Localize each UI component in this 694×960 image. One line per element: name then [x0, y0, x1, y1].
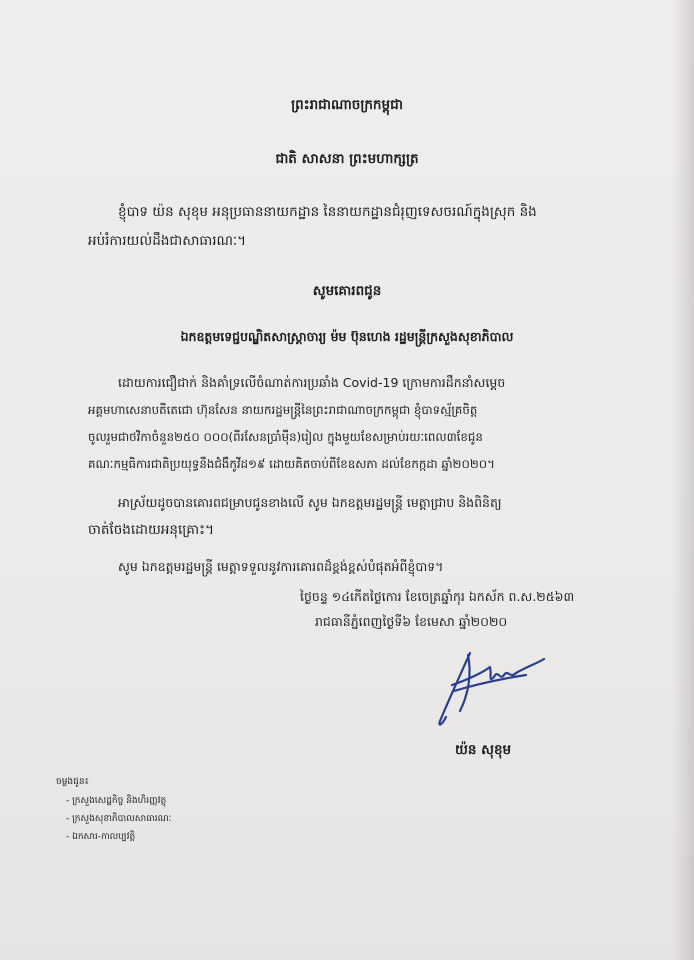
intro-line-1: ខ្ញុំបាទ យ៉ន សុខុម អនុប្រធាននាយកដ្ឋាន នៃនាយកដ្ឋានជំរុញទេសចរណ៍ក្នុងស្រុក និង — [118, 204, 537, 220]
cc-title: ចម្លងជូន៖ — [56, 777, 89, 787]
body-line-4: គណៈកម្មធិការជាតិប្រយុទ្ធនឹងជំងឺកូវីដ១៩ ដោយគិតចាប់ពីខែឧសភា ដល់ខែកក្កដា ឆ្នាំ២០២០។ — [88, 457, 495, 471]
page-fold-shadow — [672, 0, 694, 960]
lunar-date: ថ្ងៃចន្ទ ១៤កើតថ្ងៃកោរ ខែចេត្រឆ្នាំកុរ ឯកស័ក ព.ស.២៥៦៣ — [300, 589, 575, 604]
place-and-date: រាជធានីភ្នំពេញថ្ងៃទី៦ ខែមេសា ឆ្នាំ២០២០ — [315, 614, 508, 629]
intro-line-2: អប់រំការយល់ដឹងជាសាធារណៈ។ — [88, 233, 247, 249]
body-line-2: អគ្គមហាសេនាបតីតេជោ ហ៊ុនសែន នាយករដ្ឋមន្ត្រីនៃព្រះរាជាណាចក្រកម្ពុជា ខ្ញុំបាទស្ម័គ្រចិត្ត — [88, 403, 478, 417]
handwritten-signature — [430, 645, 548, 731]
request-line-1: អាស្រ័យដូចបានគោរពជម្រាបជូនខាងលើ សូម ឯកឧត្តមរដ្ឋមន្ត្រី មេត្តាជ្រាប និងពិនិត្យ — [118, 495, 502, 510]
request-line-2: ចាត់ចែងដោយអនុគ្រោះ។ — [88, 522, 214, 538]
body-line-3: ចូលរួមជាថវិកាចំនួន២៥០ ០០០(ពីរសែនប្រាំម៉ឺន)រៀល ក្នុងមួយខែសម្រាប់រយៈពេល៣ខែជូន — [88, 430, 483, 444]
kingdom-header: ព្រះរាជាណាចក្រកម្ពុជា — [291, 97, 403, 113]
cc-item: - ឯកសារ-កាលប្បវត្តិ — [66, 832, 136, 842]
salutation: សូមគោរពជូន — [312, 283, 382, 299]
cc-item: - ក្រសួងសុខាភិបាលសាធារណៈ — [66, 814, 172, 824]
cc-item: - ក្រសួងសេដ្ឋកិច្ច និងហិរញ្ញវត្ថុ — [66, 796, 167, 806]
addressee: ឯកឧត្តមទេជ្ជបណ្ឌិតសាស្ត្រាចារ្យ ម៉ម ប៊ុនហេង រដ្ឋមន្ត្រីក្រសួងសុខាភិបាល — [180, 329, 514, 344]
national-motto: ជាតិ សាសនា ព្រះមហាក្សត្រ — [275, 151, 419, 167]
signer-name: យ៉ន សុខុម — [455, 742, 512, 758]
body-line-1: ដោយការជឿជាក់ និងគាំទ្រលើចំណាត់ការប្រឆាំង Covid-19 ក្រោមការដឹកនាំសម្តេច — [118, 375, 506, 390]
closing-line: សូម ឯកឧត្តមរដ្ឋមន្ត្រី មេត្តាទទួលនូវការគោរពដ៏ខ្ពង់ខ្ពស់បំផុតអំពីខ្ញុំបាទ។ — [118, 559, 444, 574]
